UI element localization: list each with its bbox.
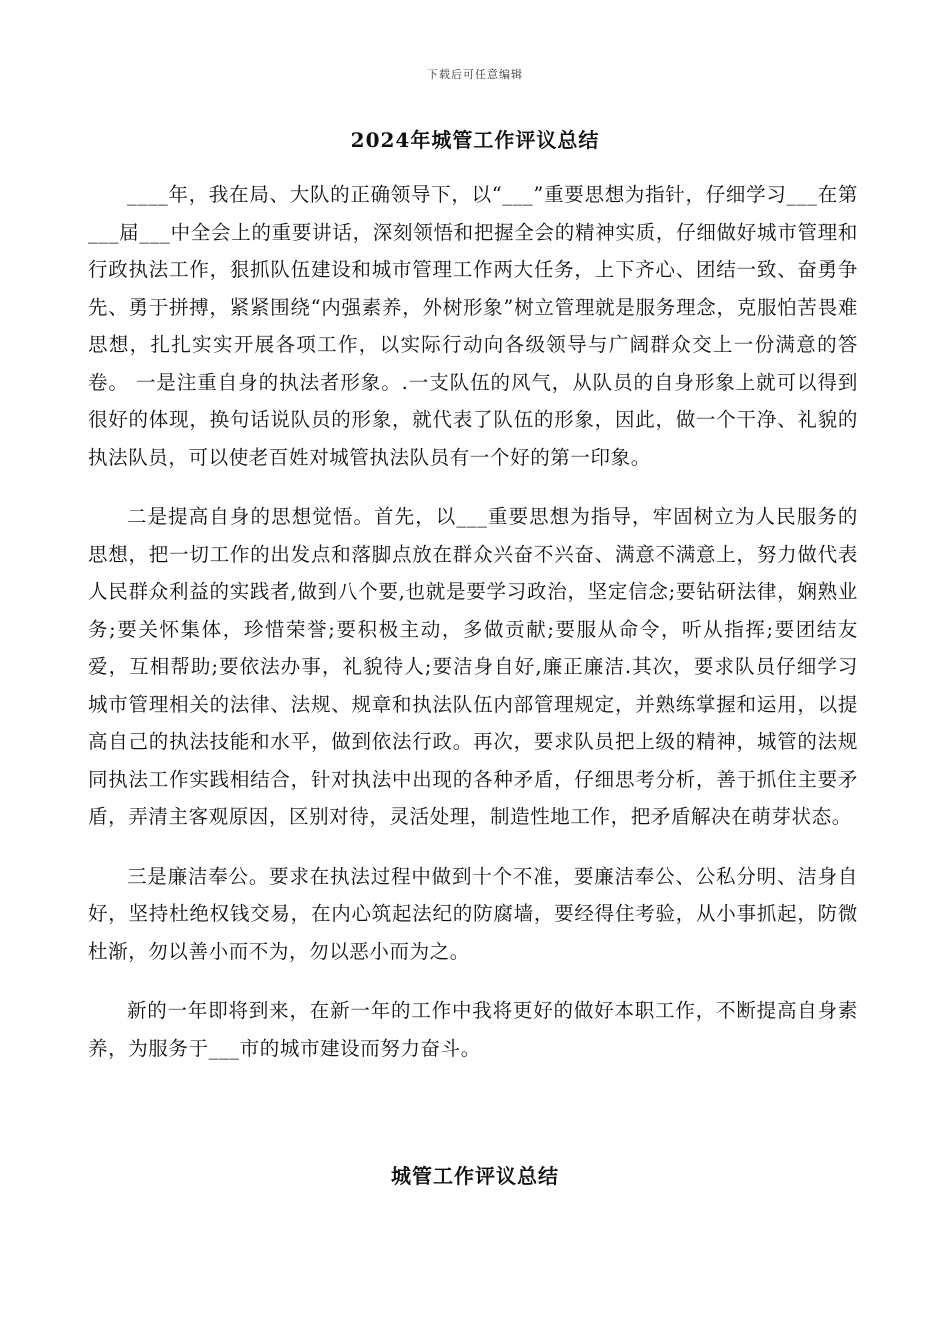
header-note: 下载后可任意编辑 xyxy=(427,68,523,81)
paragraph-1: ____年，我在局、大队的正确领导下，以“___”重要思想为指针，仔细学习___在第___届___中全会上的重要讲话，深刻领悟和把握全会的精神实质，仔细做好城市管理和行政执法工作，狠抓队伍建设和城市管理工作两大任务，上下齐心、团结一致、奋勇争先、勇于拼搏，紧紧围绕“内强素养，外树形象”树立管理就是服务理念，克服怕苦畏难思想，扎扎实实开展各项工作，以实际行动向各级领导与广阔群众交上一份满意的答卷。 一是注重自身的执法者形象。.一支队伍的风气，从队员的自身形象上就可以得到很好的体现，换句话说队员的形象，就代表了队伍的形象，因此，做一个干净、礼貌的执法队员，可以使老百姓对城管执法队员有一个好的第一印象。 xyxy=(88,183,858,469)
document-title: 2024年城管工作评议总结 xyxy=(350,128,600,152)
section-subtitle: 城管工作评议总结 xyxy=(391,1164,559,1188)
document-body xyxy=(88,176,858,1089)
paragraph-3: 三是廉洁奉公。要求在执法过程中做到十个不准，要廉洁奉公、公私分明、洁身自好，坚持杜绝权钱交易，在内心筑起法纪的防腐墙，要经得住考验，从小事抓起，防微杜渐，勿以善小而不为，勿以恶小而为之。 xyxy=(88,864,858,963)
paragraph-4: 新的一年即将到来，在新一年的工作中我将更好的做好本职工作，不断提高自身素养，为服务于___市的城市建设而努力奋斗。 xyxy=(88,999,858,1060)
paragraph-2: 二是提高自身的思想觉悟。首先，以___重要思想为指导，牢固树立为人民服务的思想，把一切工作的出发点和落脚点放在群众兴奋不兴奋、满意不满意上，努力做代表人民群众利益的实践者,做到八个要,也就是要学习政治，坚定信念;要钻研法律，娴熟业务;要关怀集体，珍惜荣誉;要积极主动，多做贡献;要服从命令，听从指挥;要团结友爱，互相帮助;要依法办事，礼貌待人;要洁身自好,廉正廉洁.其次，要求队员仔细学习城市管理相关的法律、法规、规章和执法队伍内部管理规定，并熟练掌握和运用，以提高自己的执法技能和水平，做到依法行政。再次，要求队员把上级的精神，城管的法规同执法工作实践相结合，针对执法中出现的各种矛盾，仔细思考分析，善于抓住主要矛盾，弄清主客观原因，区别对待，灵活处理，制造性地工作，把矛盾解决在萌芽状态。 xyxy=(88,505,858,828)
